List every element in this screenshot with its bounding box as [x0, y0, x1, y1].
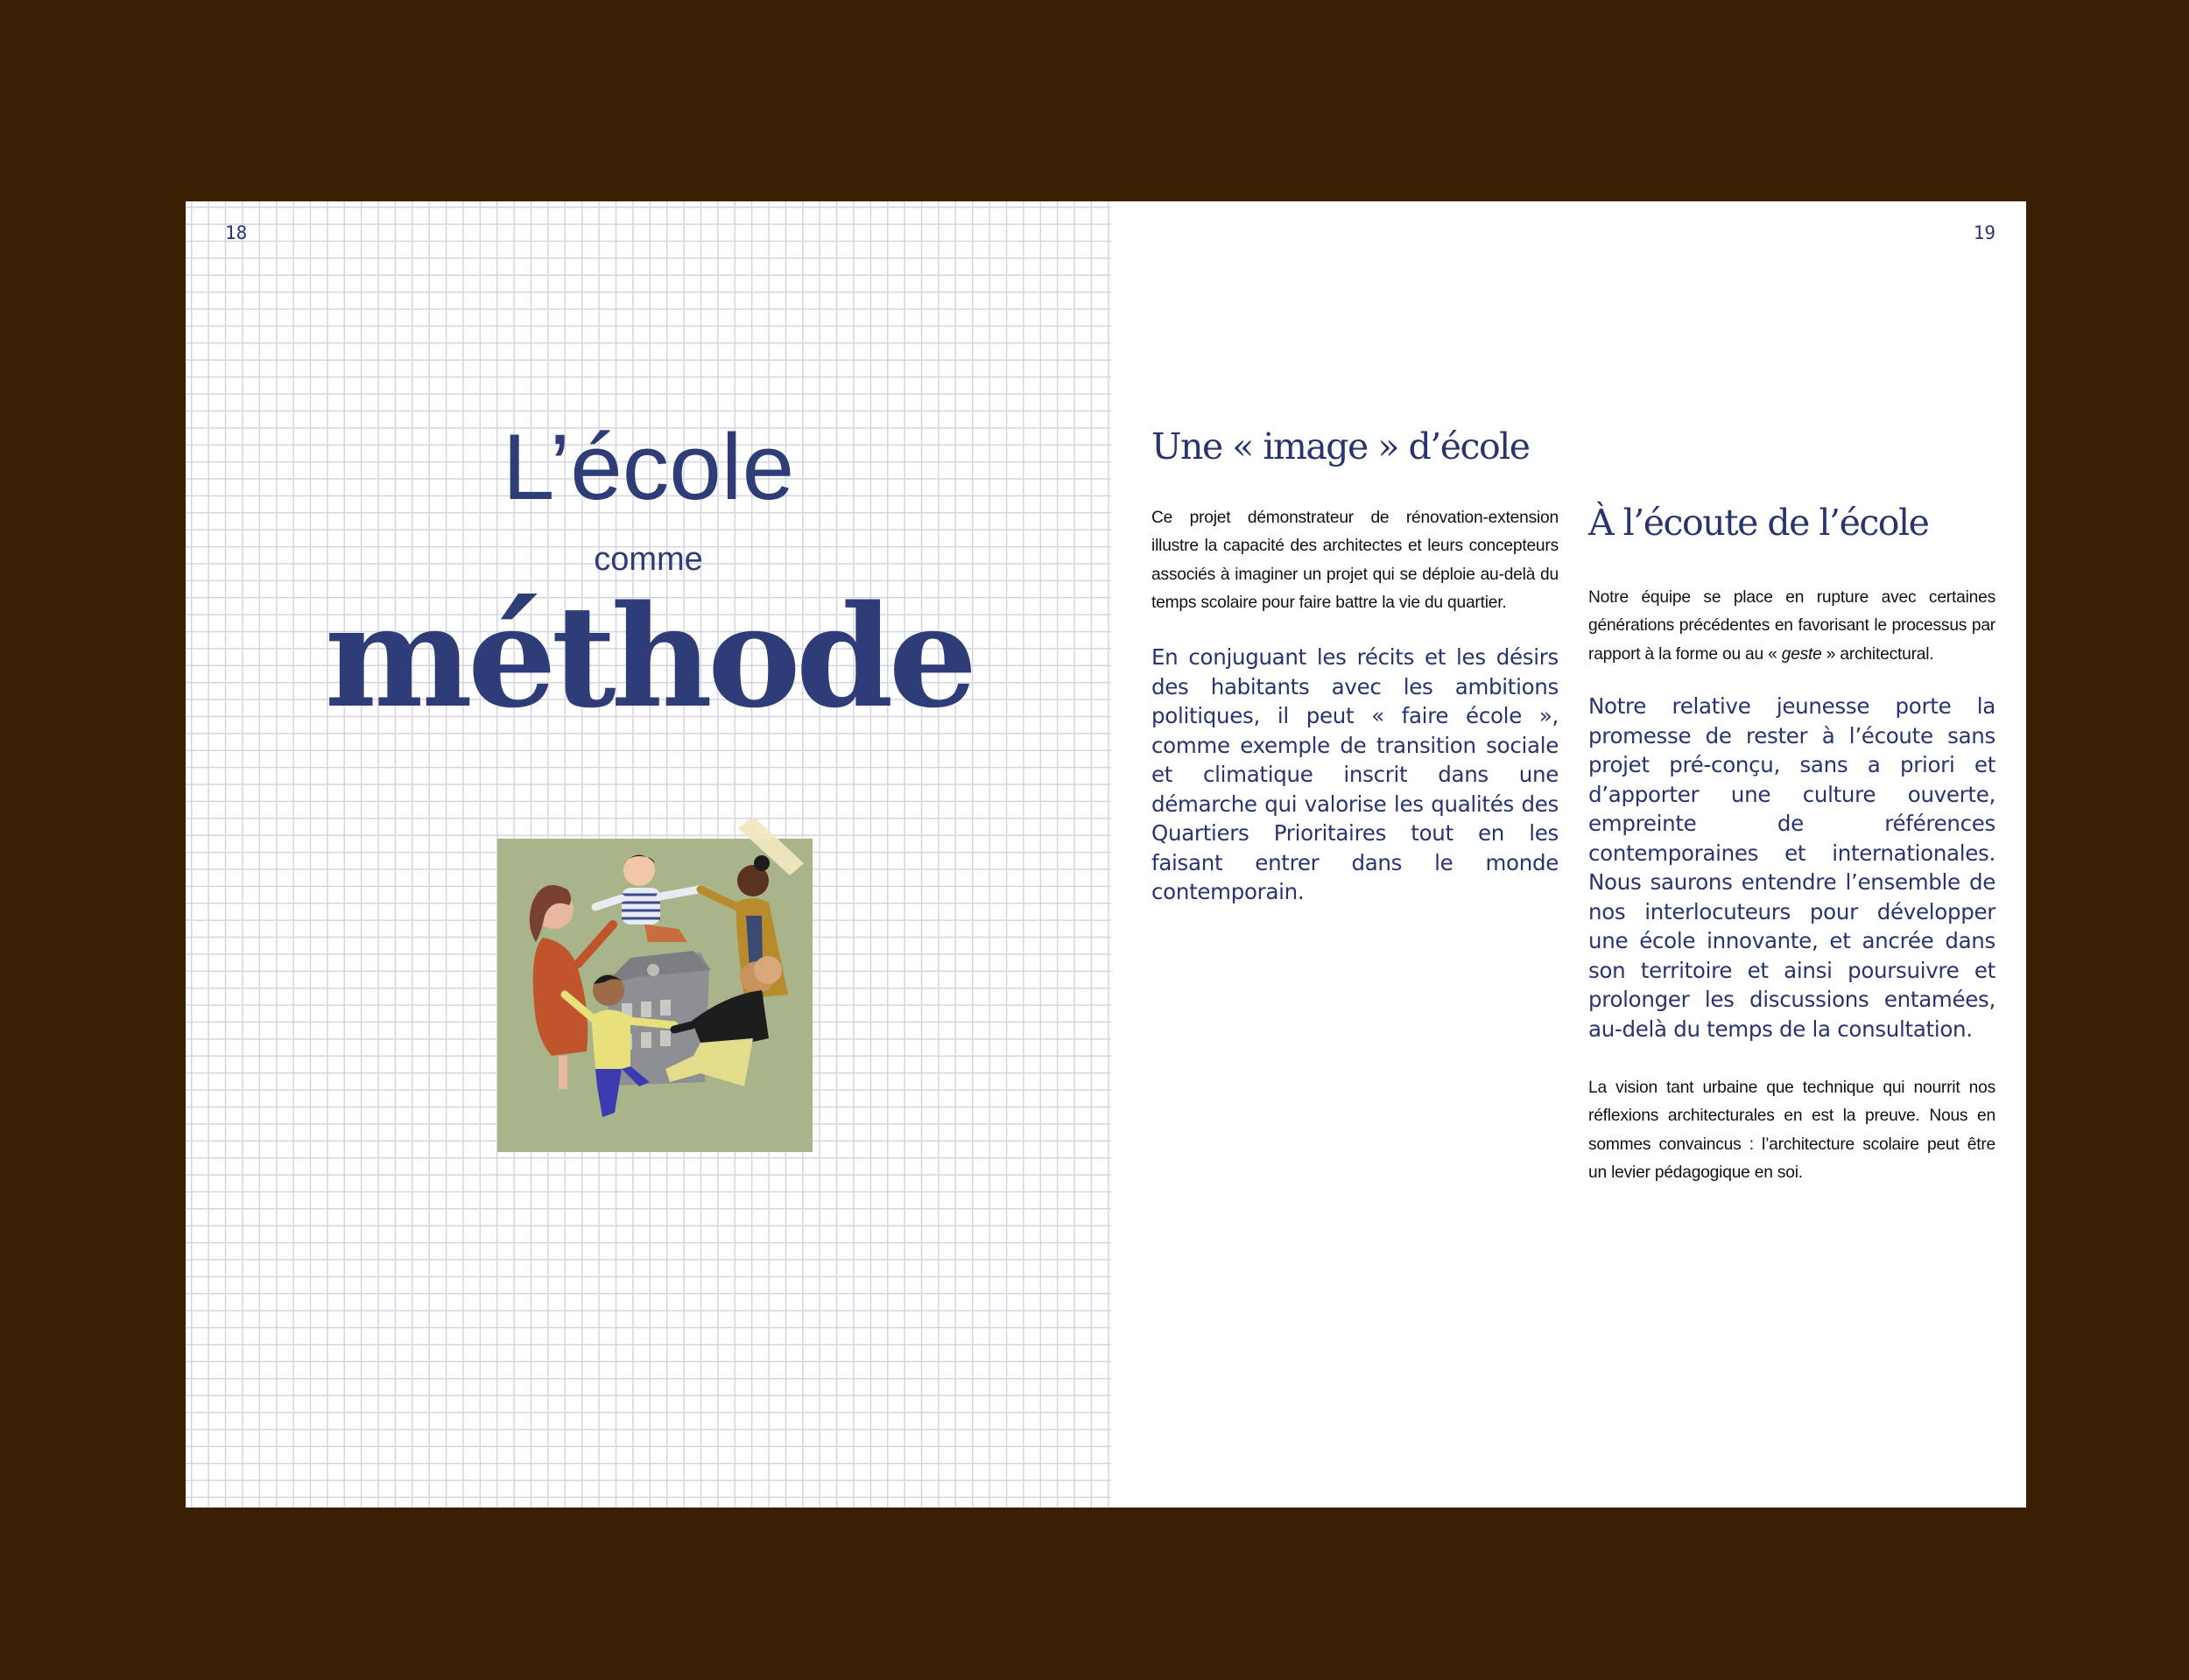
page-number-left: 18 — [225, 222, 248, 243]
column2-intro — [1588, 584, 1995, 669]
title-methode: méthode — [324, 574, 973, 739]
intro-text-part2: » architectural. — [1821, 644, 1934, 664]
column2-closing: La vision tant urbaine que technique qui nourrit nos réflexions architecturales en est la preuve. Nous en sommes convaincus : l’architecture scolaire peut être un levier pédagogique en soi. — [1588, 1079, 1995, 1183]
column2-lead: Notre relative jeunesse porte la promesse de rester à l’écoute sans projet pré-conçu, sans a priori et d’apporter une culture ouverte, empreinte de références contemporaines et internationales. Nous saurons entendre l’ensemble de nos interlocuteurs pour développer une école innovante, et ancrée dans son territoire et ainsi poursuivre et prolonger les discussions entamées, au-delà du temps de la consultation. — [1588, 693, 1995, 1042]
title-lecole: L’école — [502, 414, 795, 519]
page-number-right: 19 — [1973, 222, 1995, 243]
column1-lead: En conjuguant les récits et les désirs des habitants avec les ambitions politiques, il peut « faire école », comme exemple de transition sociale et climatique inscrit dans une démarche qui valorise les qualités des Quartiers Prioritaires tout en les faisant entrer dans le monde contemporain. — [1151, 644, 1559, 904]
title-comme: comme — [594, 541, 703, 578]
intro-emphasis-geste: geste — [1781, 644, 1822, 664]
children-dancing-around-school-illustration — [490, 819, 823, 1152]
intro-text-part1: Notre équipe se place en rupture avec certaines générations précédentes en favorisant le processus par rapport à la forme ou au « — [1588, 588, 1995, 664]
heading-une-image-decole: Une « image » d’école — [1151, 425, 1530, 467]
heading-a-lecoute: À l’écoute de l’école — [1588, 502, 1929, 544]
right-page — [1111, 201, 2026, 1508]
left-page — [186, 201, 1111, 1508]
brochure-spread — [186, 201, 2026, 1508]
column1-intro: Ce projet démonstrateur de rénovation-extension illustre la capacité des architectes et leurs concepteurs associés à imaginer un projet qui se déploie au-delà du temps scolaire pour faire battre la vie du quartier. — [1151, 509, 1559, 613]
